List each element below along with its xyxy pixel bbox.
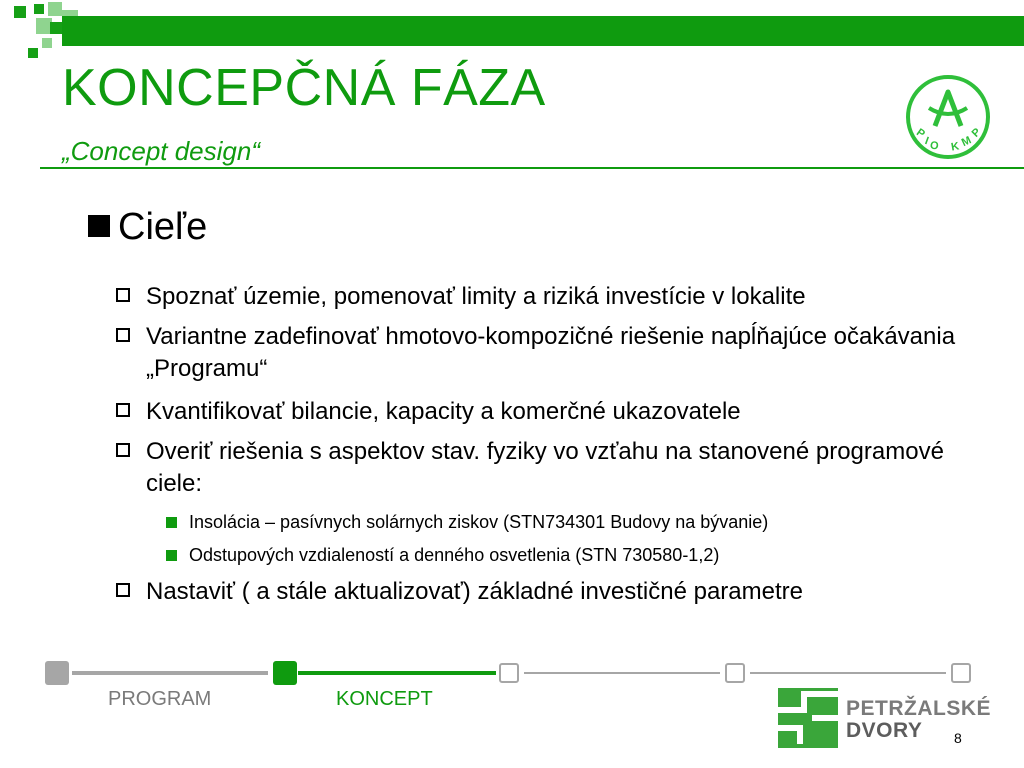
petrzalske-dvory-logo-icon xyxy=(778,688,838,748)
svg-text:P: P xyxy=(914,126,927,141)
list-item-text: Nastaviť ( a stále aktualizovať) základné investičné parametre xyxy=(146,578,803,605)
brand-name-line1: PETRŽALSKÉ xyxy=(846,697,992,720)
header-bar xyxy=(62,16,1024,46)
list-item xyxy=(116,321,976,385)
corner-square xyxy=(48,2,62,16)
sub-list-item xyxy=(166,512,768,533)
list-item-text: Spoznať územie, pomenovať limity a riziká investície v lokalite xyxy=(146,283,806,310)
title-divider xyxy=(40,167,1024,169)
section-heading-text: Cieľe xyxy=(118,206,208,248)
progress-line-todo xyxy=(750,672,946,674)
progress-line-todo xyxy=(524,672,720,674)
list-item-text: Kvantifikovať bilancie, kapacity a komerčné ukazovatele xyxy=(146,398,741,425)
sub-list-item-text: Insolácia – pasívnych solárnych ziskov (STN734301 Budovy na bývanie) xyxy=(189,512,769,532)
sub-list-item-text: Odstupových vzdialeností a denného osvetlenia (STN 730580-1,2) xyxy=(189,545,720,565)
square-bullet-icon xyxy=(88,215,110,237)
corner-square xyxy=(50,22,62,34)
hollow-square-bullet-icon xyxy=(116,443,130,457)
page-title: KONCEPČNÁ FÁZA xyxy=(62,59,546,117)
list-item xyxy=(116,281,996,313)
hollow-square-bullet-icon xyxy=(116,583,130,597)
progress-node-program[interactable] xyxy=(45,661,69,685)
page-number: 8 xyxy=(954,730,962,746)
stage-label-program: PROGRAM xyxy=(108,688,212,710)
page-subtitle: „Concept design“ xyxy=(62,136,260,166)
svg-text:M: M xyxy=(959,134,974,150)
svg-text:P: P xyxy=(969,126,984,140)
corner-square xyxy=(42,38,52,48)
svg-text:O: O xyxy=(929,139,940,153)
list-item xyxy=(116,396,996,428)
hollow-square-bullet-icon xyxy=(116,328,130,342)
list-item-text: Overiť riešenia s aspektov stav. fyziky vo vzťahu na stanovené programové ciele: xyxy=(146,438,944,497)
list-item xyxy=(116,436,956,500)
hollow-square-bullet-icon xyxy=(116,288,130,302)
progress-line-done xyxy=(72,671,268,675)
corner-square xyxy=(34,4,44,14)
progress-node-5[interactable] xyxy=(951,663,971,683)
progress-node-4[interactable] xyxy=(725,663,745,683)
stage-label-koncept: KONCEPT xyxy=(336,688,433,710)
corner-square xyxy=(14,6,26,18)
section-heading xyxy=(88,206,207,249)
list-item xyxy=(116,576,996,608)
list-item-text: Variantne zadefinovať hmotovo-kompozičné riešenie napĺňajúce očakávania „Programu“ xyxy=(146,323,956,382)
pio-kmp-logo xyxy=(905,74,991,160)
sub-list-item xyxy=(166,545,719,566)
svg-text:I: I xyxy=(923,134,931,148)
hollow-square-bullet-icon xyxy=(116,403,130,417)
progress-node-koncept[interactable] xyxy=(273,661,297,685)
svg-text:K: K xyxy=(950,140,961,154)
small-square-bullet-icon xyxy=(166,550,177,561)
corner-square xyxy=(28,48,38,58)
progress-node-3[interactable] xyxy=(499,663,519,683)
small-square-bullet-icon xyxy=(166,517,177,528)
brand-name-line2: DVORY xyxy=(846,719,923,742)
progress-line-active xyxy=(298,671,496,675)
